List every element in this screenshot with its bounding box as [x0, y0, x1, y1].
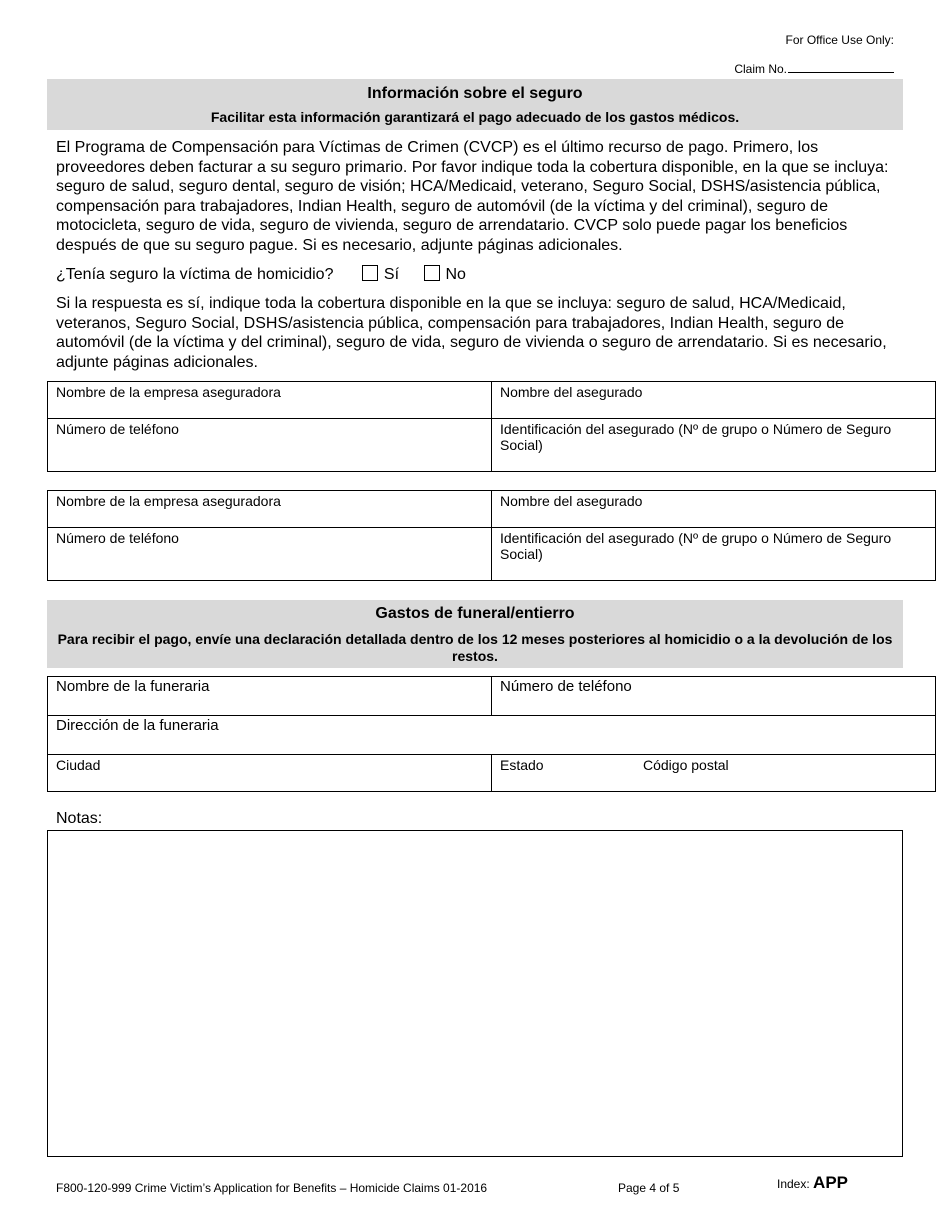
insurance-phone-field[interactable] — [48, 528, 492, 581]
insurance-phone-field[interactable] — [48, 419, 492, 472]
funeral-home-name-field[interactable] — [48, 677, 492, 716]
insurance-table-2 — [47, 490, 936, 581]
funeral-address-label: Dirección de la funeraria — [56, 717, 219, 734]
insured-name-label: Nombre del asegurado — [500, 384, 643, 400]
funeral-state-zip-field[interactable] — [492, 755, 936, 792]
office-use-label: For Office Use Only: — [785, 33, 894, 47]
funeral-state-label: Estado — [500, 757, 544, 773]
claim-number-line — [788, 60, 894, 73]
insured-question — [56, 265, 466, 285]
claim-number-label: Claim No. — [734, 62, 787, 76]
insurance-company-label: Nombre de la empresa aseguradora — [56, 384, 281, 400]
insured-no-label: No — [445, 266, 466, 283]
insured-yes-label: Sí — [383, 266, 400, 283]
footer-index — [777, 1175, 848, 1192]
notes-textarea[interactable] — [47, 830, 903, 1157]
insurance-intro-paragraph: El Programa de Compensación para Víctimas de Crimen (CVCP) es el último recurso de pago. Primero, los proveedores deben facturar a su seguro primario. Por favor indique toda la cobertura disponible, en la que se incluya: seguro de salud, seguro dental, seguro de visión; HCA/Medicaid, veterano, Seguro Social, DSHS/asistencia pública, compensación para trabajadores, Indian Health, seguro de automóvil (de la víctima y del criminal), seguro de motocicleta, seguro de vida, seguro de vivienda, seguro de arrendatario. CVCP solo puede pagar los beneficios después de que su seguro pague. Si es necesario, adjunte páginas adicionales. — [56, 139, 889, 254]
insured-yes-option[interactable] — [362, 265, 399, 285]
footer-index-value: APP — [813, 1173, 849, 1192]
funeral-city-label: Ciudad — [56, 757, 101, 773]
funeral-section-subtitle: Para recibir el pago, envíe una declaración detallada dentro de los 12 meses posteriores al homicidio o a la devolución de los restos. — [57, 631, 893, 664]
funeral-city-field[interactable] — [48, 755, 492, 792]
insurance-followup-paragraph: Si la respuesta es sí, indique toda la cobertura disponible en la que se incluya: seguro de salud, HCA/Medicaid, veteranos, Seguro Social, DSHS/asistencia pública, compensación para trabajadores, Indian Health, seguro de automóvil (de la víctima y del criminal), seguro de vida, seguro de vivienda o seguro de arrendatario. Si es necesario, adjunte páginas adicionales. — [56, 295, 887, 371]
funeral-home-name-label: Nombre de la funeraria — [56, 678, 210, 695]
footer-form-id: F800-120-999 Crime Victim’s Application for Benefits – Homicide Claims 01-2016 — [56, 1181, 488, 1195]
notes-label: Notas: — [56, 810, 103, 827]
funeral-phone-field[interactable] — [492, 677, 936, 716]
insurance-company-label: Nombre de la empresa aseguradora — [56, 493, 281, 509]
insurance-phone-label: Número de teléfono — [56, 530, 179, 546]
funeral-zip-label: Código postal — [643, 757, 729, 773]
insured-id-field[interactable] — [492, 528, 936, 581]
funeral-table — [47, 676, 936, 792]
funeral-phone-label: Número de teléfono — [500, 678, 632, 695]
insured-question-text: ¿Tenía seguro la víctima de homicidio? — [56, 266, 334, 283]
insured-id-label: Identificación del asegurado (Nº de grupo o Número de Seguro Social) — [500, 421, 892, 453]
claim-number — [680, 60, 894, 76]
insured-name-field[interactable] — [492, 491, 936, 528]
funeral-section-title: Gastos de funeral/entierro — [375, 605, 575, 622]
insurance-phone-label: Número de teléfono — [56, 421, 179, 437]
insurance-section-header — [47, 79, 903, 130]
funeral-address-field[interactable] — [48, 716, 936, 755]
footer-index-label: Index: — [777, 1177, 810, 1191]
insurance-company-field[interactable] — [48, 491, 492, 528]
insured-name-field[interactable] — [492, 382, 936, 419]
insured-id-label: Identificación del asegurado (Nº de grupo o Número de Seguro Social) — [500, 530, 892, 562]
insured-id-field[interactable] — [492, 419, 936, 472]
insurance-company-field[interactable] — [48, 382, 492, 419]
insured-name-label: Nombre del asegurado — [500, 493, 643, 509]
insurance-section-title: Información sobre el seguro — [367, 85, 583, 102]
insured-no-checkbox[interactable] — [424, 265, 440, 281]
funeral-section-header — [47, 600, 903, 668]
insured-no-option[interactable] — [424, 265, 466, 285]
insurance-table-1 — [47, 381, 936, 472]
insured-yes-checkbox[interactable] — [362, 265, 378, 281]
footer-page-number: Page 4 of 5 — [618, 1181, 680, 1195]
insurance-section-subtitle: Facilitar esta información garantizará el pago adecuado de los gastos médicos. — [210, 109, 740, 125]
